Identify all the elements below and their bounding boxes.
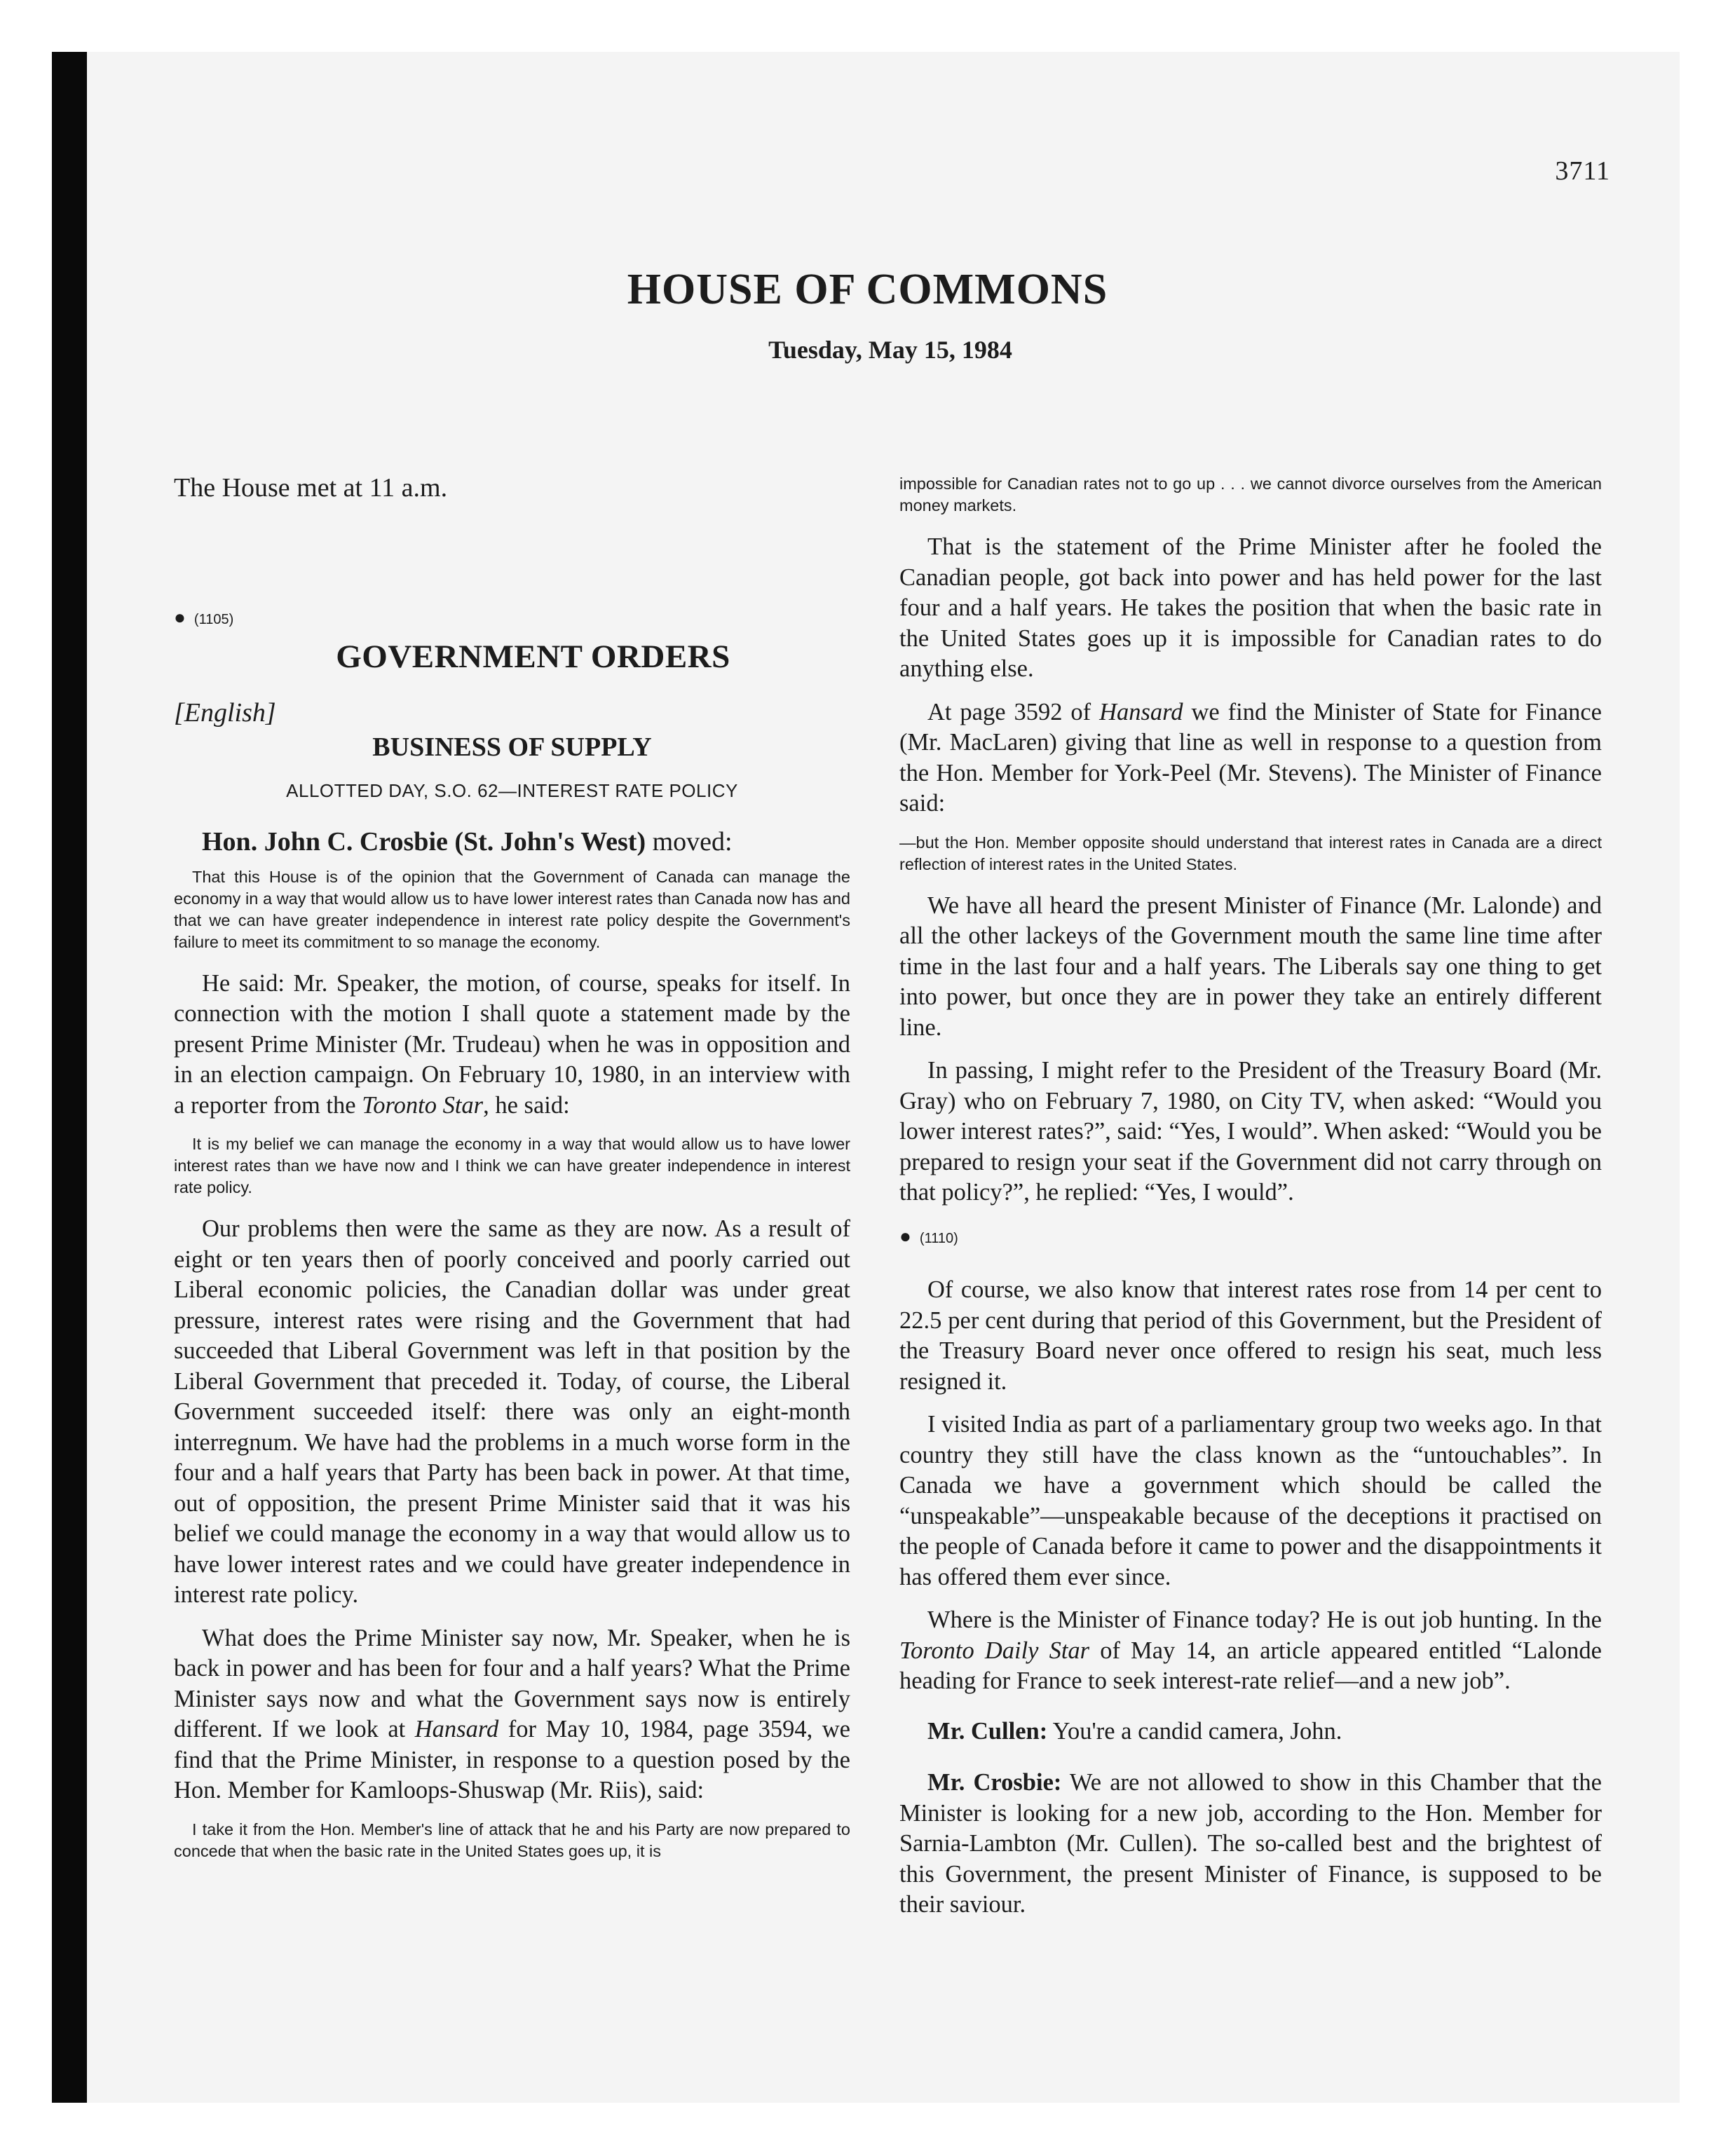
allotted-day-heading: ALLOTTED DAY, S.O. 62—INTEREST RATE POLICY [286, 779, 738, 801]
block-quote: I take it from the Hon. Member's line of attack that he and his Party are now prepared to concede that when the basic rate in the United States goes up, it is [174, 1820, 850, 1860]
text-run: He said: Mr. Speaker, the motion, of course, speaks for itself. In connection with the motion I shall quote a statement made by the present Prime Minister (Mr. Trudeau) when he was in opposition and in an election campaign. On February 10, 1980, in an interview with a reporter from the [174, 969, 850, 1119]
paragraph: Our problems then were the same as they are now. As a result of eight or ten years then of poorly conceived and poorly carried out Liberal economic policies, the Canadian dollar was under great pressure, interest rates were rising and the Government that had succeeded that Liberal Government was left in that position by the Liberal Government that preceded it. Today, of course, the Liberal Government succeeded itself: there was only an eight-month interregnum. We have had the problems in a much worse form in the four and a half years that Party has been back in power. At that time, out of opposition, the present Prime Minister said that it was his belief we could manage the economy in a way that would allow us to have lower interest rates and we could have greater independence in interest rate policy. [174, 1215, 850, 1608]
page-title: HOUSE OF COMMONS [627, 266, 1108, 313]
left-column [174, 473, 850, 1878]
time-marker-label: (1110) [919, 1230, 958, 1246]
paragraph: In passing, I might refer to the President of the Treasury Board (Mr. Gray) who on February 7, 1980, on City TV, when asked: “Would you lower interest rates?”, said: “Yes, I would”. When asked: “Would you be prepared to resign your seat if the Government did not carry through on that policy?”, he replied: “Yes, I would”. [899, 1057, 1602, 1206]
motion-text: That this House is of the opinion that the Government of Canada can manage the economy in a way that would allow us to have lower interest rates than Canada now has and that we can have greater independence in interest rate policy despite the Government's failure to meet its commitment to so manage the economy. [174, 867, 850, 951]
right-column [899, 473, 1602, 1933]
paragraph: Of course, we also know that interest rates rose from 14 per cent to 22.5 per cent during that period of this Government, but the President of the Treasury Board never once offered to resign his seat, much less resigned it. [899, 1276, 1602, 1395]
block-quote: It is my belief we can manage the economy in a way that would allow us to have lower interest rates than we have now and I think we can have greater independence in interest rate policy. [174, 1135, 850, 1196]
time-marker-label: (1105) [193, 611, 234, 627]
scan-edge [52, 52, 87, 2103]
page-number: 3711 [1555, 156, 1610, 186]
speech-crosbie [899, 1768, 1602, 1920]
text-run: At page 3592 of [927, 698, 1100, 725]
text-run: What does the Prime Minister say now, Mr. Speaker, when he is back in power and has been for four and a half years? What the Prime Minister says now and what the Government says now is entirely different. If we look at [174, 1624, 850, 1742]
time-marker [899, 1221, 1602, 1255]
text-run: , he said: [483, 1091, 570, 1119]
language-tag: [English] [174, 697, 276, 728]
paragraph [899, 1605, 1602, 1697]
mover-line [202, 827, 850, 858]
bullet-icon: ● [174, 606, 186, 628]
house-met-line: The House met at 11 a.m. [174, 473, 448, 503]
paragraph: That is the statement of the Prime Minister after he fooled the Canadian people, got back into power and has held power for the last four and a half years. He takes the position that when the basic rate in the United States goes up it is impossible for Canadian rates to do anything else. [899, 533, 1602, 682]
paragraph: We have all heard the present Minister of Finance (Mr. Lalonde) and all the other lackeys of the Government mouth the same line time after time in the last four and a half years. The Liberals say one thing to get into power, but once they are in power they take an entirely different line. [899, 892, 1602, 1041]
speech-text: You're a candid camera, John. [1047, 1717, 1342, 1745]
text-run: for May 10, 1984, page 3594, we find that the Prime Minister, in response to a question posed by the Hon. Member for Kamloops-Shuswap (Mr. Riis), said: [174, 1716, 850, 1803]
paragraph [899, 697, 1602, 819]
text-run: we find the Minister of State for Finance (Mr. MacLaren) giving that line as well in response to a question from the Hon. Member for York-Peel (Mr. Stevens). The Minister of Finance said: [899, 698, 1602, 817]
italic-run: Hansard [1099, 698, 1183, 725]
sitting-date: Tuesday, May 15, 1984 [768, 336, 1012, 364]
paragraph: I visited India as part of a parliamentary group two weeks ago. In that country they still have the class known as the “untouchables”. In Canada we have a government which should be called the “unspeakable”—unspeakable because of the deceptions it practised on the people of Canada before it came to power and the disappointments it has offered them ever since. [899, 1411, 1602, 1590]
speaker-name: Mr. Cullen: [927, 1717, 1048, 1745]
subsection-heading: BUSINESS OF SUPPLY [372, 732, 652, 762]
mover-name: Hon. John C. Crosbie (St. John's West) [202, 827, 646, 857]
speaker-name: Mr. Crosbie: [927, 1769, 1062, 1796]
speech-cullen [899, 1717, 1602, 1747]
bullet-icon: ● [899, 1224, 911, 1247]
text-run: of May 14, an article appeared entitled “Lalonde heading for France to seek interest-rate relief—and a new job”. [899, 1637, 1602, 1694]
speech-text: We are not allowed to show in this Chamber that the Minister is looking for a new job, according to the Hon. Member for Sarnia-Lambton (Mr. Cullen). The so-called best and the brightest of this Government, the present Minister of Finance, is supposed to be their saviour. [899, 1769, 1602, 1918]
block-quote: —but the Hon. Member opposite should understand that interest rates in Canada are a direct reflection of interest rates in the United States. [899, 833, 1602, 873]
time-marker [174, 602, 850, 636]
italic-run: Toronto Star [362, 1091, 484, 1119]
paragraph [174, 969, 850, 1121]
italic-run: Toronto Daily Star [899, 1637, 1090, 1664]
block-quote-continued: impossible for Canadian rates not to go up . . . we cannot divorce ourselves from the American money markets. [899, 475, 1602, 514]
italic-run: Hansard [414, 1716, 499, 1742]
text-run: Where is the Minister of Finance today? He is out job hunting. In the [927, 1606, 1602, 1633]
section-heading: GOVERNMENT ORDERS [336, 639, 730, 675]
paragraph [174, 1623, 850, 1806]
mover-action: moved: [646, 827, 733, 857]
